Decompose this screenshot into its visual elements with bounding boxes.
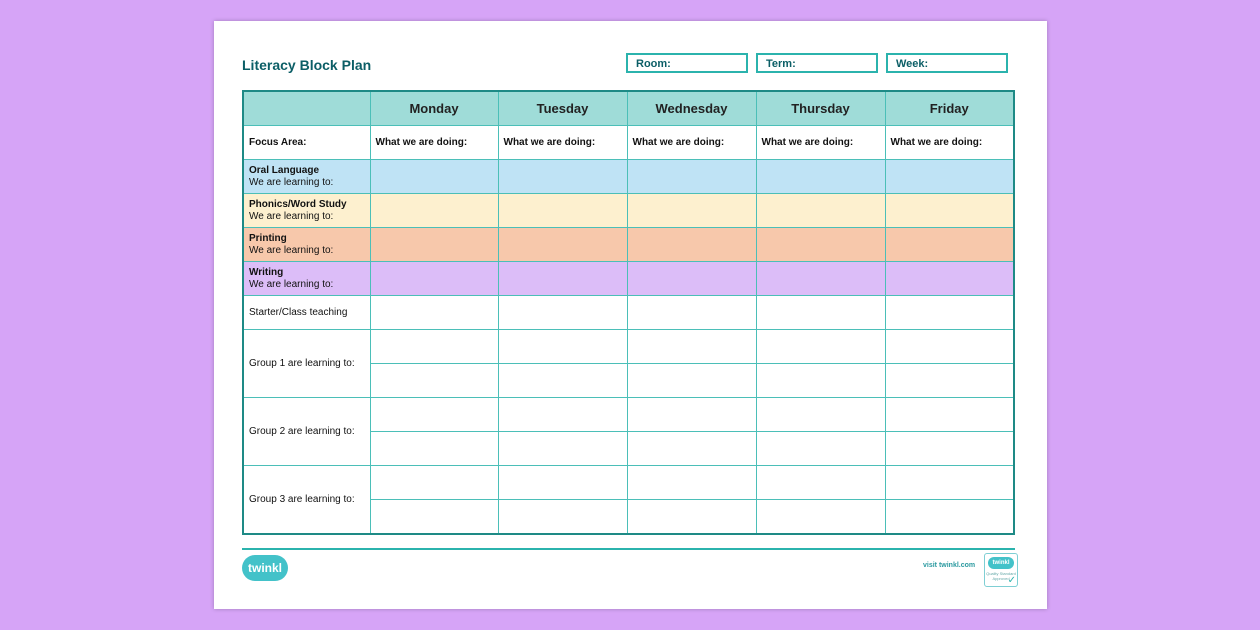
plan-cell[interactable] (370, 160, 498, 194)
plan-cell[interactable] (498, 262, 627, 296)
area-name: Printing (249, 232, 287, 244)
group-3-label: Group 3 are learning to: (243, 466, 370, 535)
starter-label: Starter/Class teaching (243, 296, 370, 330)
area-name: Writing (249, 266, 284, 278)
focus-cell: What we are doing: (370, 126, 498, 160)
plan-cell[interactable] (756, 398, 885, 432)
term-field[interactable] (756, 53, 878, 73)
plan-cell[interactable] (370, 330, 498, 364)
plan-cell[interactable] (498, 296, 627, 330)
worksheet (214, 21, 1047, 609)
plan-cell[interactable] (756, 500, 885, 535)
group-2-label: Group 2 are learning to: (243, 398, 370, 466)
plan-cell[interactable] (627, 330, 756, 364)
plan-cell[interactable] (370, 432, 498, 466)
plan-cell[interactable] (370, 228, 498, 262)
focus-cell: What we are doing: (627, 126, 756, 160)
plan-cell[interactable] (756, 262, 885, 296)
plan-cell[interactable] (885, 194, 1014, 228)
plan-cell[interactable] (885, 500, 1014, 535)
badge-logo: twinkl (988, 557, 1014, 569)
plan-cell[interactable] (498, 466, 627, 500)
plan-cell[interactable] (370, 500, 498, 535)
plan-cell[interactable] (498, 194, 627, 228)
plan-cell[interactable] (885, 364, 1014, 398)
twinkl-logo[interactable]: twinkl (242, 555, 288, 581)
plan-cell[interactable] (370, 398, 498, 432)
footer-divider (242, 548, 1015, 550)
group-1-row (243, 330, 1014, 364)
plan-cell[interactable] (627, 194, 756, 228)
day-header-row (243, 91, 1014, 126)
badge-text: Quality Standard Approved (986, 571, 1016, 581)
plan-cell[interactable] (627, 296, 756, 330)
plan-cell[interactable] (885, 228, 1014, 262)
plan-cell[interactable] (627, 262, 756, 296)
room-label: Room: (636, 58, 671, 70)
plan-cell[interactable] (885, 330, 1014, 364)
group-3-row (243, 466, 1014, 500)
plan-cell[interactable] (627, 364, 756, 398)
plan-cell[interactable] (885, 398, 1014, 432)
focus-cell: What we are doing: (885, 126, 1014, 160)
plan-cell[interactable] (756, 194, 885, 228)
starter-row (243, 296, 1014, 330)
day-header-wednesday: Wednesday (627, 91, 756, 126)
oral-language-label (243, 160, 370, 194)
plan-cell[interactable] (498, 398, 627, 432)
plan-cell[interactable] (756, 432, 885, 466)
day-header-thursday: Thursday (756, 91, 885, 126)
printing-row (243, 228, 1014, 262)
writing-row (243, 262, 1014, 296)
plan-cell[interactable] (498, 364, 627, 398)
plan-cell[interactable] (885, 160, 1014, 194)
focus-cell: What we are doing: (756, 126, 885, 160)
group-2-row (243, 398, 1014, 432)
week-label: Week: (896, 58, 929, 70)
plan-cell[interactable] (498, 330, 627, 364)
area-sub: We are learning to: (249, 244, 334, 256)
check-icon: ✓ (1007, 575, 1016, 586)
focus-area-label: Focus Area: (243, 126, 370, 160)
plan-table (242, 90, 1015, 535)
focus-row (243, 126, 1014, 160)
area-name: Oral Language (249, 164, 320, 176)
plan-cell[interactable] (627, 228, 756, 262)
plan-cell[interactable] (756, 296, 885, 330)
plan-cell[interactable] (370, 364, 498, 398)
plan-cell[interactable] (627, 160, 756, 194)
phonics-label (243, 194, 370, 228)
corner-cell (243, 91, 370, 126)
plan-cell[interactable] (370, 296, 498, 330)
area-name: Phonics/Word Study (249, 198, 347, 210)
plan-cell[interactable] (756, 466, 885, 500)
plan-cell[interactable] (498, 160, 627, 194)
plan-cell[interactable] (627, 500, 756, 535)
focus-cell: What we are doing: (498, 126, 627, 160)
plan-cell[interactable] (370, 466, 498, 500)
plan-cell[interactable] (627, 432, 756, 466)
plan-cell[interactable] (885, 432, 1014, 466)
plan-cell[interactable] (756, 364, 885, 398)
group-1-label: Group 1 are learning to: (243, 330, 370, 398)
plan-cell[interactable] (627, 398, 756, 432)
plan-cell[interactable] (885, 262, 1014, 296)
area-sub: We are learning to: (249, 278, 334, 290)
plan-cell[interactable] (370, 194, 498, 228)
area-sub: We are learning to: (249, 210, 334, 222)
term-label: Term: (766, 58, 796, 70)
plan-cell[interactable] (885, 296, 1014, 330)
area-sub: We are learning to: (249, 176, 334, 188)
day-header-friday: Friday (885, 91, 1014, 126)
visit-link[interactable]: visit twinkl.com (923, 562, 976, 569)
plan-cell[interactable] (498, 228, 627, 262)
room-field[interactable] (626, 53, 748, 73)
week-field[interactable] (886, 53, 1008, 73)
plan-cell[interactable] (498, 500, 627, 535)
plan-cell[interactable] (756, 330, 885, 364)
phonics-row (243, 194, 1014, 228)
oral-language-row (243, 160, 1014, 194)
page-title: Literacy Block Plan (242, 57, 372, 73)
plan-cell[interactable] (498, 432, 627, 466)
day-header-monday: Monday (370, 91, 498, 126)
plan-cell[interactable] (627, 466, 756, 500)
quality-badge (984, 553, 1018, 587)
plan-cell[interactable] (370, 262, 498, 296)
plan-cell[interactable] (756, 160, 885, 194)
printing-label (243, 228, 370, 262)
plan-cell[interactable] (885, 466, 1014, 500)
day-header-tuesday: Tuesday (498, 91, 627, 126)
plan-cell[interactable] (756, 228, 885, 262)
writing-label (243, 262, 370, 296)
